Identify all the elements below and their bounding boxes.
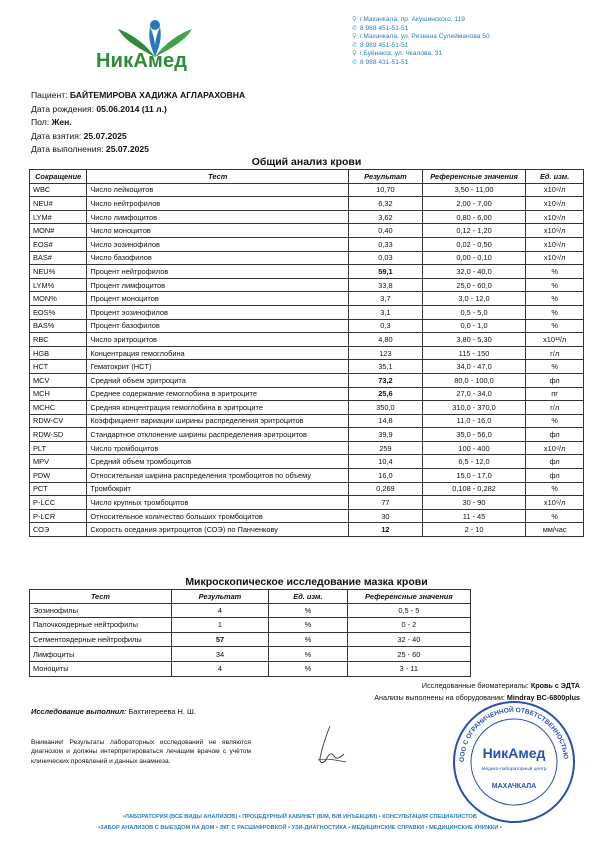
cbc-table [29,169,584,537]
cbc-code: BAS# [30,251,87,265]
cbc-result: 14,8 [349,414,423,428]
cbc-code: RDW-CV [30,414,87,428]
cbc-result: 0,3 [349,319,423,333]
cbc-test: Стандартное отклонение ширины распределения эритроцитов [87,428,349,442]
stamp-ring-text: ООО С ОГРАНИЧЕННОЙ ОТВЕТСТВЕННОСТЬЮ [458,706,569,763]
micro-row [30,661,471,676]
cbc-reference: 35,0 - 56,0 [422,428,526,442]
cbc-row [30,523,584,537]
cbc-unit: х10⁹/л [526,237,584,251]
location-icon: ⚲ [352,50,357,58]
disclaimer-note: Внимание! Результаты лабораторных исследований не являются диагнозом и должны интерпретироваться лечащим врачом с учётом клинических проявлений и данных анамнеза. [31,739,251,765]
cbc-code: MON# [30,224,87,238]
cbc-code: WBC [30,183,87,197]
cbc-reference: 11 - 45 [422,509,526,523]
cbc-header-cell: Сокращение [30,170,87,184]
stamp-seal [452,700,576,824]
cbc-reference: 2 - 10 [422,523,526,537]
cbc-code: MCV [30,373,87,387]
cbc-test: Число моноцитов [87,224,349,238]
cbc-row [30,428,584,442]
micro-reference: 0 - 2 [347,618,470,633]
performer-row: Исследование выполнил: Бахтигереева Н. Ш. [31,707,196,716]
signature-icon [300,722,360,770]
cbc-test: Коэффициент вариации ширины распределения эритроцитов [87,414,349,428]
cbc-result: 259 [349,441,423,455]
cbc-reference: 11,0 - 16,0 [422,414,526,428]
cbc-test: Число лейкоцитов [87,183,349,197]
cbc-test: Скорость оседания эритроцитов (СОЭ) по Панченкову [87,523,349,537]
cbc-code: MPV [30,455,87,469]
cbc-code: PCT [30,482,87,496]
micro-unit: % [269,661,348,676]
cbc-row [30,360,584,374]
cbc-code: MCH [30,387,87,401]
cbc-code: NEU% [30,265,87,279]
contact-phone-3: ✆ 8 988 431-51-51 [352,58,409,66]
cbc-row [30,333,584,347]
cbc-reference: 80,0 - 100,0 [422,373,526,387]
micro-reference: 0,5 - 5 [347,603,470,618]
cbc-reference: 310,0 - 370,0 [422,401,526,415]
cbc-test: Число тромбоцитов [87,441,349,455]
micro-reference: 32 - 40 [347,632,470,647]
cbc-code: RBC [30,333,87,347]
cbc-row [30,387,584,401]
cbc-test: Тромбокрит [87,482,349,496]
cbc-reference: 100 - 400 [422,441,526,455]
micro-header-cell: Референсные значения [347,590,470,604]
cbc-row [30,414,584,428]
cbc-unit: % [526,319,584,333]
patient-dob-row: Дата рождения: 05.06.2014 (11 л.) [31,103,167,114]
cbc-test: Средний объем тромбоцитов [87,455,349,469]
cbc-unit: % [526,360,584,374]
cbc-row [30,305,584,319]
cbc-code: PDW [30,469,87,483]
micro-title: Микроскопическое исследование мазка крови [185,576,428,588]
cbc-unit: х10⁹/л [526,183,584,197]
micro-result: 4 [171,603,268,618]
micro-result: 4 [171,661,268,676]
cbc-row [30,183,584,197]
cbc-result: 10,4 [349,455,423,469]
cbc-unit: х10¹²/л [526,333,584,347]
cbc-test: Средний объем эритроцита [87,373,349,387]
micro-row [30,603,471,618]
cbc-reference: 25,0 - 60,0 [422,278,526,292]
contacts [352,16,490,68]
cbc-title: Общий анализ крови [251,156,362,168]
phone-icon: ✆ [352,24,358,32]
cbc-reference: 3,50 - 11,00 [422,183,526,197]
cbc-reference: 27,0 - 34,0 [422,387,526,401]
cbc-result: 0,03 [349,251,423,265]
cbc-test: Число нейтрофилов [87,197,349,211]
cbc-test: Число эозинофилов [87,237,349,251]
cbc-reference: 0,00 - 0,10 [422,251,526,265]
contact-phone-1: ✆ 8 988 451-51-51 [352,24,409,32]
cbc-code: MCHC [30,401,87,415]
micro-test: Моноциты [30,661,172,676]
cbc-result: 39,9 [349,428,423,442]
cbc-test: Процент нейтрофилов [87,265,349,279]
cbc-unit: пг [526,387,584,401]
cbc-reference: 2,00 - 7,00 [422,197,526,211]
cbc-reference: 6,5 - 12,0 [422,455,526,469]
cbc-test: Процент эозинофилов [87,305,349,319]
cbc-test: Число лимфоцитов [87,210,349,224]
stamp-subtitle: Медико-лабораторный центр [481,767,547,772]
cbc-unit: х10⁹/л [526,197,584,211]
cbc-row [30,197,584,211]
cbc-unit: х10⁹/л [526,441,584,455]
cbc-header-cell: Референсные значения [422,170,526,184]
location-icon: ⚲ [352,16,357,23]
micro-unit: % [269,618,348,633]
cbc-unit: % [526,482,584,496]
cbc-result: 3,62 [349,210,423,224]
cbc-result: 12 [349,523,423,537]
cbc-test: Концентрация гемоглобина [87,346,349,360]
micro-test: Палочкоядерные нейтрофилы [30,618,172,633]
cbc-reference: 15,0 - 17,0 [422,469,526,483]
cbc-code: RDW-SD [30,428,87,442]
micro-row [30,618,471,633]
cbc-unit: фл [526,428,584,442]
cbc-result: 25,6 [349,387,423,401]
patient-name-row: Пациент: БАЙТЕМИРОВА ХАДИЖА АГЛАРАХОВНА [31,90,246,100]
patient-info [31,89,245,157]
cbc-header-cell: Ед. изм. [526,170,584,184]
footer-line-2: •ЗАБОР АНАЛИЗОВ С ВЫЕЗДОМ НА ДОМ • ЭКГ С РАСШИФРОВКОЙ • УЗИ-ДИАГНОСТИКА • МЕДИЦИНСКИЕ СПРАВКИ • МЕДИЦИНСКИЕ КНИЖКИ • [98,825,502,831]
cbc-unit: % [526,292,584,306]
cbc-code: LYM# [30,210,87,224]
cbc-row [30,455,584,469]
micro-result: 57 [171,632,268,647]
cbc-unit: мм/час [526,523,584,537]
cbc-header-cell: Результат [349,170,423,184]
micro-test: Сегментоядерные нейтрофилы [30,632,172,647]
footer-line-1: •ЛАБОРАТОРИЯ (ВСЕ ВИДЫ АНАЛИЗОВ) • ПРОЦЕДУРНЫЙ КАБИНЕТ (В/М, В/В ИНЪЕКЦИИ) • КОНСУЛЬТАЦИЯ СПЕЦИАЛИСТОВ [123,814,477,820]
cbc-result: 350,0 [349,401,423,415]
cbc-code: BAS% [30,319,87,333]
cbc-test: Среднее содержание гемоглобина в эритроците [87,387,349,401]
cbc-result: 16,0 [349,469,423,483]
contact-phone-2: ✆ 8 989 451-51-51 [352,41,409,49]
cbc-result: 0,269 [349,482,423,496]
cbc-reference: 32,0 - 40,0 [422,265,526,279]
cbc-result: 59,1 [349,265,423,279]
cbc-code: LYM% [30,278,87,292]
cbc-unit: % [526,265,584,279]
biomaterial-row: Исследованные биоматериалы: Кровь с ЭДТА [421,681,580,690]
cbc-code: P-LCR [30,509,87,523]
cbc-row [30,319,584,333]
cbc-unit: % [526,414,584,428]
cbc-reference: 3,0 - 12,0 [422,292,526,306]
cbc-result: 33,8 [349,278,423,292]
cbc-unit: фл [526,373,584,387]
cbc-row [30,237,584,251]
cbc-unit: фл [526,469,584,483]
cbc-unit: % [526,509,584,523]
cbc-row [30,373,584,387]
cbc-unit: г/л [526,401,584,415]
cbc-row [30,496,584,510]
micro-table [29,589,471,677]
sample-date-row: Дата взятия: 25.07.2025 [31,130,127,141]
cbc-code: СОЭ [30,523,87,537]
cbc-reference: 0,12 - 1,20 [422,224,526,238]
cbc-result: 77 [349,496,423,510]
cbc-reference: 0,108 - 0,282 [422,482,526,496]
cbc-header-cell: Тест [87,170,349,184]
cbc-unit: х10⁹/л [526,210,584,224]
micro-unit: % [269,603,348,618]
contact-address-3: ⚲ г.Буйнакск, ул. Чкалова, 31 [352,50,443,58]
cbc-row [30,401,584,415]
cbc-row [30,509,584,523]
brand-name: НикАмед [96,50,188,72]
cbc-code: HCT [30,360,87,374]
micro-result: 1 [171,618,268,633]
cbc-result: 4,80 [349,333,423,347]
micro-test: Эозинофилы [30,603,172,618]
done-date-row: Дата выполнения: 25.07.2025 [31,144,149,154]
cbc-result: 6,32 [349,197,423,211]
cbc-code: PLT [30,441,87,455]
cbc-test: Число эритроцитов [87,333,349,347]
contact-address-2: ⚲ г.Махачкала, ул. Ризвана Сулейманова 50 [352,33,490,41]
cbc-reference: 0,5 - 5,0 [422,305,526,319]
cbc-test: Число базофилов [87,251,349,265]
cbc-result: 123 [349,346,423,360]
cbc-test: Относительная ширина распределения тромбоцитов по объему [87,469,349,483]
cbc-code: NEU# [30,197,87,211]
cbc-result: 10,70 [349,183,423,197]
location-icon: ⚲ [352,33,357,41]
cbc-reference: 0,80 - 6,00 [422,210,526,224]
cbc-code: EOS# [30,237,87,251]
micro-unit: % [269,647,348,662]
cbc-test: Средняя концентрация гемоглобина в эритроците [87,401,349,415]
phone-icon: ✆ [352,58,358,66]
micro-row [30,647,471,662]
cbc-result: 35,1 [349,360,423,374]
cbc-row [30,278,584,292]
cbc-unit: г/л [526,346,584,360]
cbc-unit: х10⁹/л [526,251,584,265]
cbc-test: Относительное количество больших тромбоцитов [87,509,349,523]
cbc-row [30,292,584,306]
cbc-code: MON% [30,292,87,306]
micro-result: 34 [171,647,268,662]
cbc-test: Процент лимфоцитов [87,278,349,292]
phone-icon: ✆ [352,41,358,49]
cbc-reference: 30 - 90 [422,496,526,510]
cbc-reference: 34,0 - 47,0 [422,360,526,374]
cbc-code: EOS% [30,305,87,319]
cbc-reference: 3,80 - 5,30 [422,333,526,347]
micro-header-cell: Результат [171,590,268,604]
cbc-reference: 0,02 - 0,50 [422,237,526,251]
cbc-result: 0,33 [349,237,423,251]
cbc-row [30,210,584,224]
micro-header-cell: Тест [30,590,172,604]
cbc-row [30,251,584,265]
cbc-unit: х10⁹/л [526,496,584,510]
micro-reference: 3 - 11 [347,661,470,676]
cbc-result: 3,7 [349,292,423,306]
cbc-unit: % [526,305,584,319]
footer [0,812,600,834]
cbc-test: Гематокрит (HCT) [87,360,349,374]
stamp-brand: НикАмед [482,745,546,761]
cbc-result: 3,1 [349,305,423,319]
micro-row [30,632,471,647]
cbc-code: HGB [30,346,87,360]
cbc-result: 73,2 [349,373,423,387]
cbc-test: Процент базофилов [87,319,349,333]
stamp-city: МАХАЧКАЛА [491,783,537,790]
cbc-unit: фл [526,455,584,469]
cbc-row [30,482,584,496]
cbc-reference: 115 - 150 [422,346,526,360]
micro-reference: 25 - 60 [347,647,470,662]
cbc-row [30,469,584,483]
cbc-row [30,346,584,360]
cbc-test: Процент моноцитов [87,292,349,306]
cbc-row [30,224,584,238]
cbc-result: 30 [349,509,423,523]
cbc-unit: х10⁹/л [526,224,584,238]
micro-test: Лимфоциты [30,647,172,662]
cbc-reference: 0,0 - 1,0 [422,319,526,333]
cbc-unit: % [526,278,584,292]
patient-sex-row: Пол: Жен. [31,117,72,127]
cbc-row [30,265,584,279]
micro-header-cell: Ед. изм. [269,590,348,604]
equipment-row: Анализы выполнены на оборудовании: Mindray BC-6800plus [374,692,580,702]
micro-unit: % [269,632,348,647]
cbc-row [30,441,584,455]
cbc-code: P-LCC [30,496,87,510]
cbc-test: Число крупных тромбоцитов [87,496,349,510]
contact-address-1: ⚲ г.Махачкала, пр. Акушинского, 119 [352,16,465,23]
cbc-result: 0,40 [349,224,423,238]
